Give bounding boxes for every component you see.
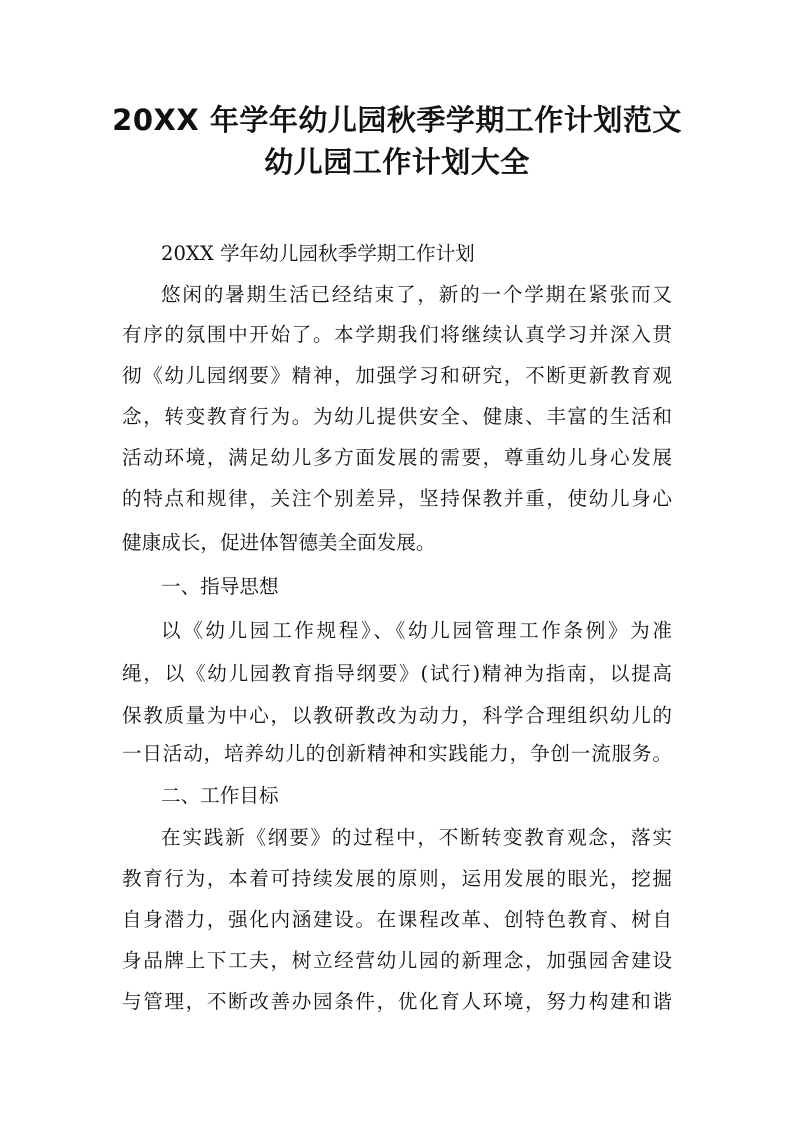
paragraph-line: 有序的氛围中开始了。本学期我们将继续认真学习并深入贯 (122, 323, 672, 346)
paragraph-line: 念，转变教育行为。为幼儿提供安全、健康、丰富的生活和 (122, 405, 672, 428)
section-heading-work-goals: 二、工作目标 (161, 784, 279, 807)
document-title-line-1: 20XX 年学年幼儿园秋季学期工作计划范文 (112, 103, 682, 137)
paragraph-line: 的特点和规律，关注个别差异，坚持保教并重，使幼儿身心 (122, 487, 672, 510)
paragraph-line: 教育行为，本着可持续发展的原则，运用发展的眼光，挖掘 (122, 867, 672, 890)
document-title-line-2: 幼儿园工作计划大全 (264, 145, 530, 179)
paragraph-line: 健康成长，促进体智德美全面发展。 (122, 531, 436, 554)
paragraph-line: 与管理，不断改善办园条件，优化育人环境，努力构建和谐 (122, 990, 672, 1013)
section-heading-plan: 20XX 学年幼儿园秋季学期工作计划 (161, 242, 475, 265)
paragraph-line: 绳，以《幼儿园教育指导纲要》(试行)精神为指南，以提高 (122, 662, 672, 685)
paragraph-line: 保教质量为中心，以教研教改为动力，科学合理组织幼儿的 (122, 704, 672, 727)
paragraph-line: 一日活动，培养幼儿的创新精神和实践能力，争创一流服务。 (122, 742, 672, 765)
paragraph-line: 自身潜力，强化内涵建设。在课程改革、创特色教育、树自 (122, 908, 672, 931)
paragraph-line: 在实践新《纲要》的过程中，不断转变教育观念，落实 (161, 826, 672, 849)
paragraph-line: 悠闲的暑期生活已经结束了，新的一个学期在紧张而又 (161, 283, 672, 306)
paragraph-line: 以《幼儿园工作规程》、《幼儿园管理工作条例》为准 (161, 619, 672, 642)
section-heading-guiding-ideology: 一、指导思想 (161, 575, 279, 598)
paragraph-line: 彻《幼儿园纲要》精神，加强学习和研究，不断更新教育观 (122, 364, 672, 387)
paragraph-line: 身品牌上下工夫，树立经营幼儿园的新理念，加强园舍建设 (122, 949, 672, 972)
paragraph-line: 活动环境，满足幼儿多方面发展的需要，尊重幼儿身心发展 (122, 446, 672, 469)
